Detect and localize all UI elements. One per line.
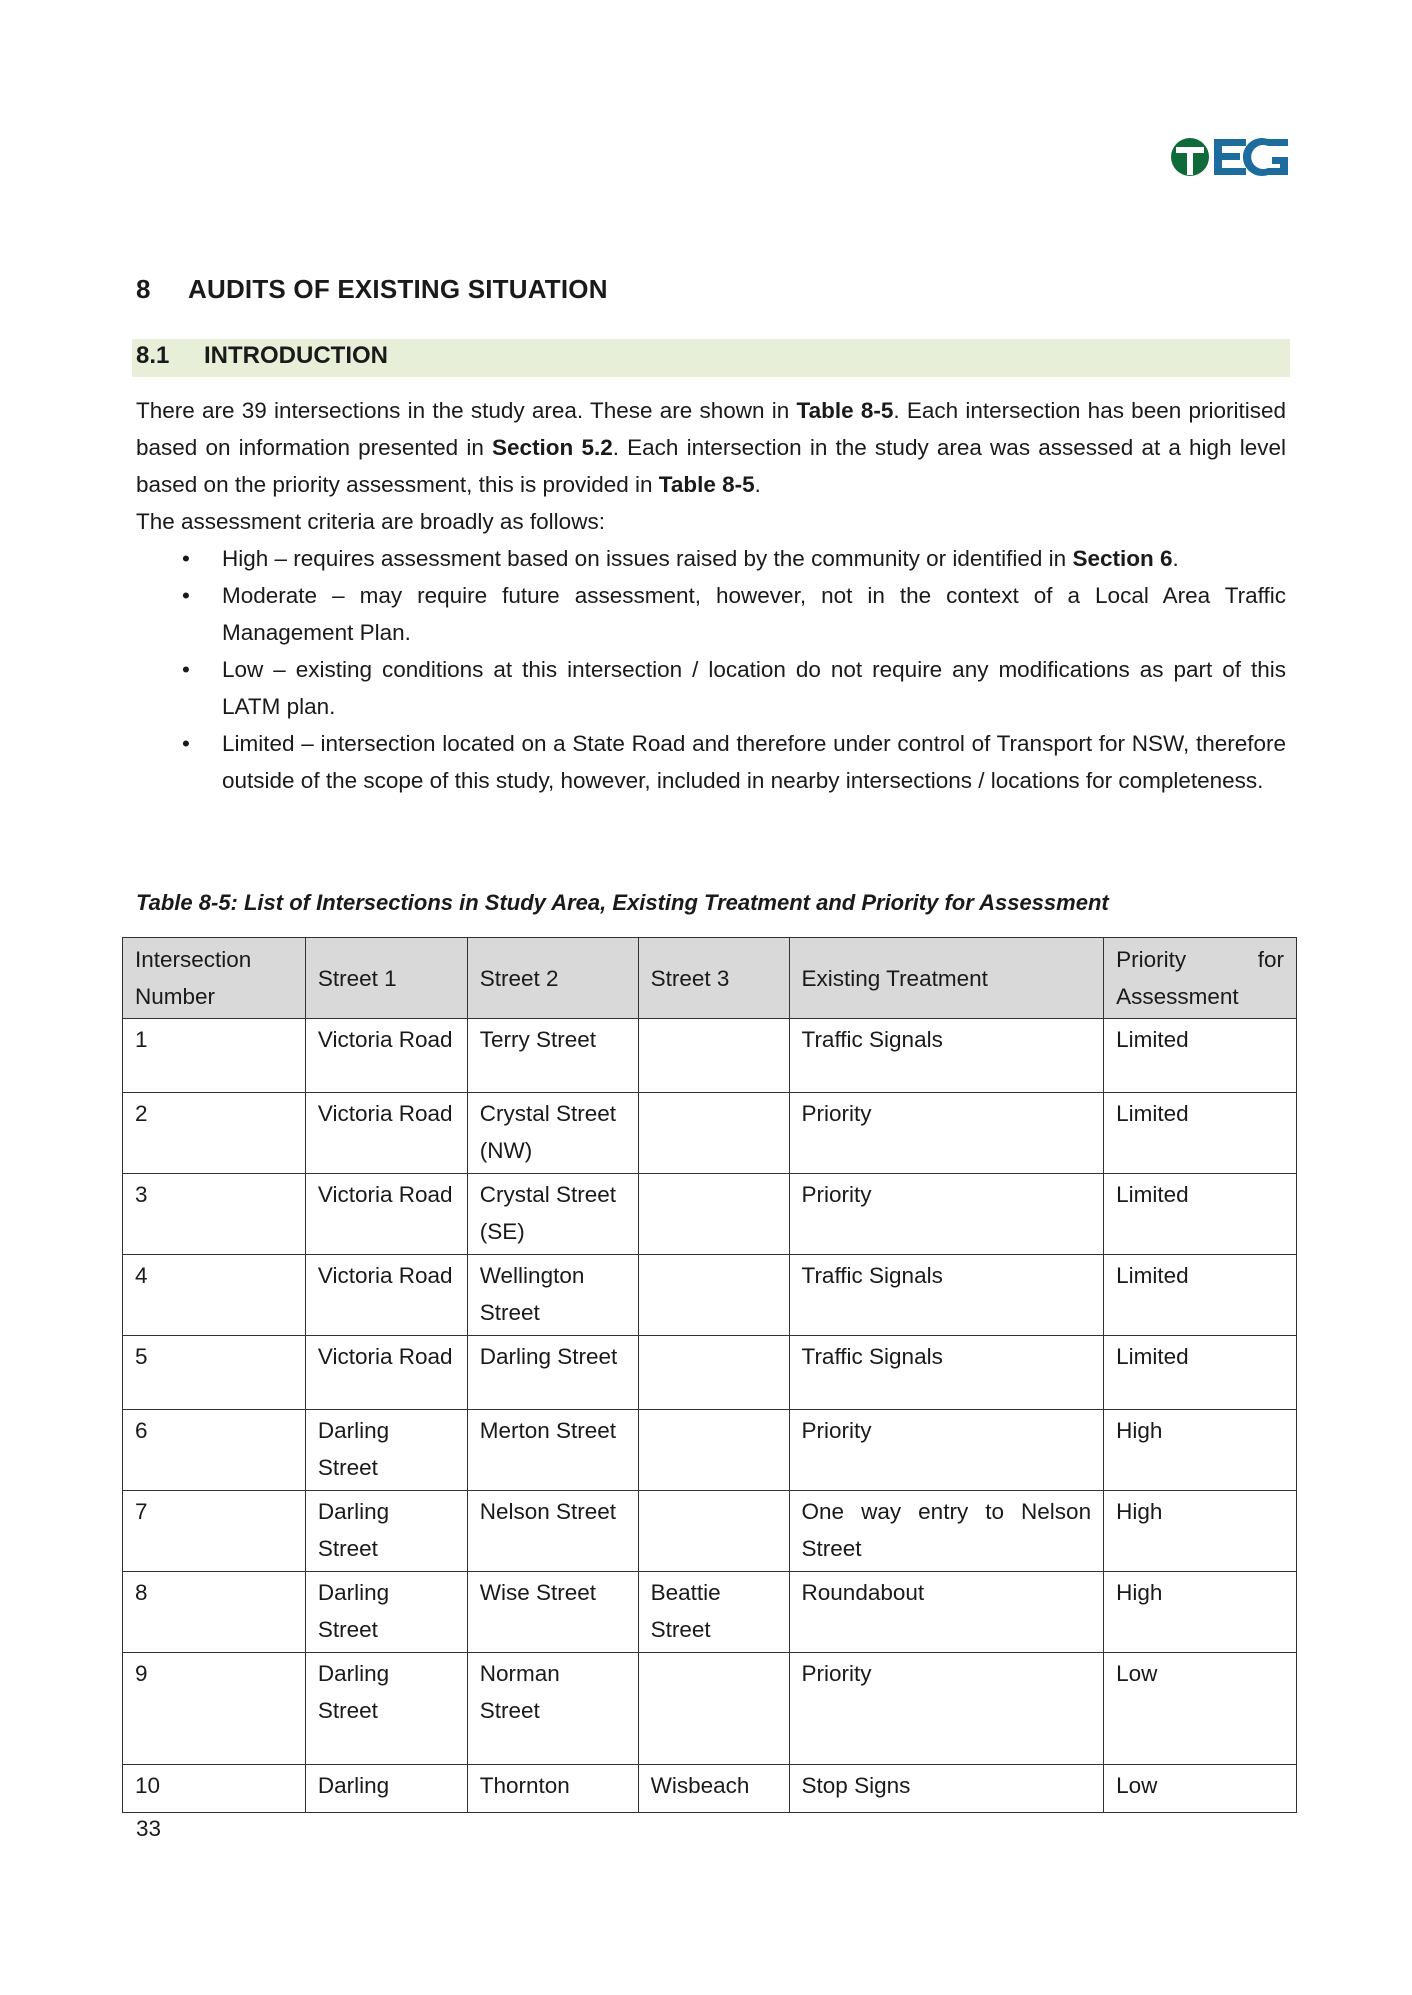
bullet-icon: •	[182, 546, 190, 571]
header-text: Assessment	[1116, 984, 1239, 1009]
cell-priority: Low	[1104, 1653, 1297, 1765]
table-row	[123, 1174, 1297, 1255]
cell-priority: Limited	[1104, 1255, 1297, 1336]
cell-number: 4	[123, 1255, 306, 1336]
header-intersection-number	[123, 938, 306, 1019]
bullet-tail: .	[1172, 546, 1179, 571]
table-row	[123, 1765, 1297, 1813]
cell-street-2: Thornton	[467, 1765, 638, 1813]
table-row	[123, 1410, 1297, 1491]
bullet-icon: •	[182, 583, 190, 608]
bullet-icon: •	[182, 731, 190, 756]
cell-street-3	[638, 1093, 789, 1174]
cell-priority: Low	[1104, 1765, 1297, 1813]
cell-number: 9	[123, 1653, 306, 1765]
subsection-number: 8.1	[136, 342, 170, 369]
cell-street-1: Darling Street	[305, 1653, 467, 1765]
cell-street-2: Merton Street	[467, 1410, 638, 1491]
table-row	[123, 1019, 1297, 1093]
cell-priority: Limited	[1104, 1174, 1297, 1255]
intro-ref-section: Section 5.2	[492, 435, 613, 460]
bullet-ref: Section 6	[1072, 546, 1173, 571]
header-street-1: Street 1	[305, 938, 467, 1019]
cell-treatment: Traffic Signals	[789, 1019, 1104, 1093]
cell-street-3	[638, 1410, 789, 1491]
cell-treatment: Traffic Signals	[789, 1255, 1104, 1336]
cell-number: 5	[123, 1336, 306, 1410]
header-text: Priority	[1116, 947, 1187, 972]
cell-number: 8	[123, 1572, 306, 1653]
subsection-heading	[136, 342, 388, 370]
cell-street-1: Victoria Road	[305, 1336, 467, 1410]
cell-street-3	[638, 1491, 789, 1572]
cell-priority: High	[1104, 1410, 1297, 1491]
header-text: Number	[135, 984, 216, 1009]
intro-ref-table-2: Table 8-5	[658, 472, 755, 497]
cell-street-1: Darling Street	[305, 1491, 467, 1572]
intro-ref-table: Table 8-5	[796, 398, 894, 423]
cell-street-1: Victoria Road	[305, 1174, 467, 1255]
intro-text-1: There are 39 intersections in the study area. These are shown in	[136, 398, 797, 423]
company-logo	[1168, 136, 1292, 178]
cell-priority: Limited	[1104, 1019, 1297, 1093]
header-text: Intersection	[135, 947, 252, 972]
criteria-intro: The assessment criteria are broadly as follows:	[136, 509, 605, 534]
table-row	[123, 1336, 1297, 1410]
cell-number: 1	[123, 1019, 306, 1093]
list-item	[136, 540, 1286, 577]
cell-number: 6	[123, 1410, 306, 1491]
header-street-2: Street 2	[467, 938, 638, 1019]
section-number: 8	[136, 274, 151, 304]
table-row	[123, 1093, 1297, 1174]
cell-street-3	[638, 1019, 789, 1093]
subsection-title: INTRODUCTION	[204, 342, 388, 369]
bullet-text: Moderate – may require future assessment, however, not in the context of a Local Area Traffic Management Plan.	[222, 583, 1286, 645]
cell-treatment: Priority	[789, 1174, 1104, 1255]
cell-street-3	[638, 1255, 789, 1336]
header-text: for	[1257, 947, 1284, 972]
bullet-text: Limited – intersection located on a State Road and therefore under control of Transport for NSW, therefore outside of the scope of this study, however, included in nearby intersections / locations for completeness.	[222, 731, 1286, 793]
cell-street-1: Victoria Road	[305, 1093, 467, 1174]
section-heading	[136, 274, 608, 305]
cell-treatment: Roundabout	[789, 1572, 1104, 1653]
table-caption: Table 8-5: List of Intersections in Study Area, Existing Treatment and Priority for Assessment	[136, 890, 1109, 915]
intro-text-4: .	[754, 472, 761, 497]
cell-treatment: Traffic Signals	[789, 1336, 1104, 1410]
table-row	[123, 1572, 1297, 1653]
criteria-list	[136, 540, 1286, 799]
cell-street-2: Darling Street	[467, 1336, 638, 1410]
intro-text-3: . Each intersection in the study area was assessed at a high level based on the priority assessment, this is provided in	[136, 435, 1287, 497]
cell-street-2: Terry Street	[467, 1019, 638, 1093]
header-existing-treatment: Existing Treatment	[789, 938, 1104, 1019]
cell-number: 10	[123, 1765, 306, 1813]
cell-priority: High	[1104, 1491, 1297, 1572]
cell-priority: Limited	[1104, 1336, 1297, 1410]
cell-treatment: Priority	[789, 1653, 1104, 1765]
cell-number: 3	[123, 1174, 306, 1255]
table-row	[123, 1255, 1297, 1336]
intro-text-2: . Each intersection has been prioritised based on information presented in	[136, 398, 1287, 460]
cell-street-3	[638, 1336, 789, 1410]
table-row	[123, 1653, 1297, 1765]
cell-street-2: Wise Street	[467, 1572, 638, 1653]
cell-treatment: Priority	[789, 1093, 1104, 1174]
cell-street-2: Nelson Street	[467, 1491, 638, 1572]
cell-street-1: Darling Street	[305, 1410, 467, 1491]
page-number: 33	[136, 1816, 162, 1841]
table-row	[123, 1491, 1297, 1572]
cell-street-2: Crystal Street (SE)	[467, 1174, 638, 1255]
cell-priority: High	[1104, 1572, 1297, 1653]
bullet-text: Low – existing conditions at this intersection / location do not require any modifications as part of this LATM plan.	[222, 657, 1286, 719]
cell-treatment: Priority	[789, 1410, 1104, 1491]
bullet-icon: •	[182, 657, 190, 682]
cell-street-3	[638, 1653, 789, 1765]
cell-street-3: Wisbeach	[638, 1765, 789, 1813]
cell-street-2: Norman Street	[467, 1653, 638, 1765]
intro-body	[136, 392, 1286, 799]
list-item	[136, 725, 1286, 799]
header-street-3: Street 3	[638, 938, 789, 1019]
cell-number: 2	[123, 1093, 306, 1174]
table-header-row	[123, 938, 1297, 1019]
cell-street-1: Victoria Road	[305, 1019, 467, 1093]
cell-street-1: Darling Street	[305, 1572, 467, 1653]
cell-street-3	[638, 1174, 789, 1255]
list-item	[136, 651, 1286, 725]
cell-number: 7	[123, 1491, 306, 1572]
cell-priority: Limited	[1104, 1093, 1297, 1174]
bullet-text: High – requires assessment based on issues raised by the community or identified in	[222, 546, 1073, 571]
cell-street-2: Crystal Street (NW)	[467, 1093, 638, 1174]
cell-street-1: Victoria Road	[305, 1255, 467, 1336]
cell-street-2: Wellington Street	[467, 1255, 638, 1336]
cell-street-1: Darling	[305, 1765, 467, 1813]
section-title: AUDITS OF EXISTING SITUATION	[188, 274, 608, 304]
cell-street-3: Beattie Street	[638, 1572, 789, 1653]
intro-paragraph	[136, 392, 1286, 503]
cell-treatment: Stop Signs	[789, 1765, 1104, 1813]
cell-treatment: One way entry to Nelson Street	[789, 1491, 1104, 1572]
header-priority	[1104, 938, 1297, 1019]
intersections-table	[122, 937, 1297, 1813]
list-item	[136, 577, 1286, 651]
